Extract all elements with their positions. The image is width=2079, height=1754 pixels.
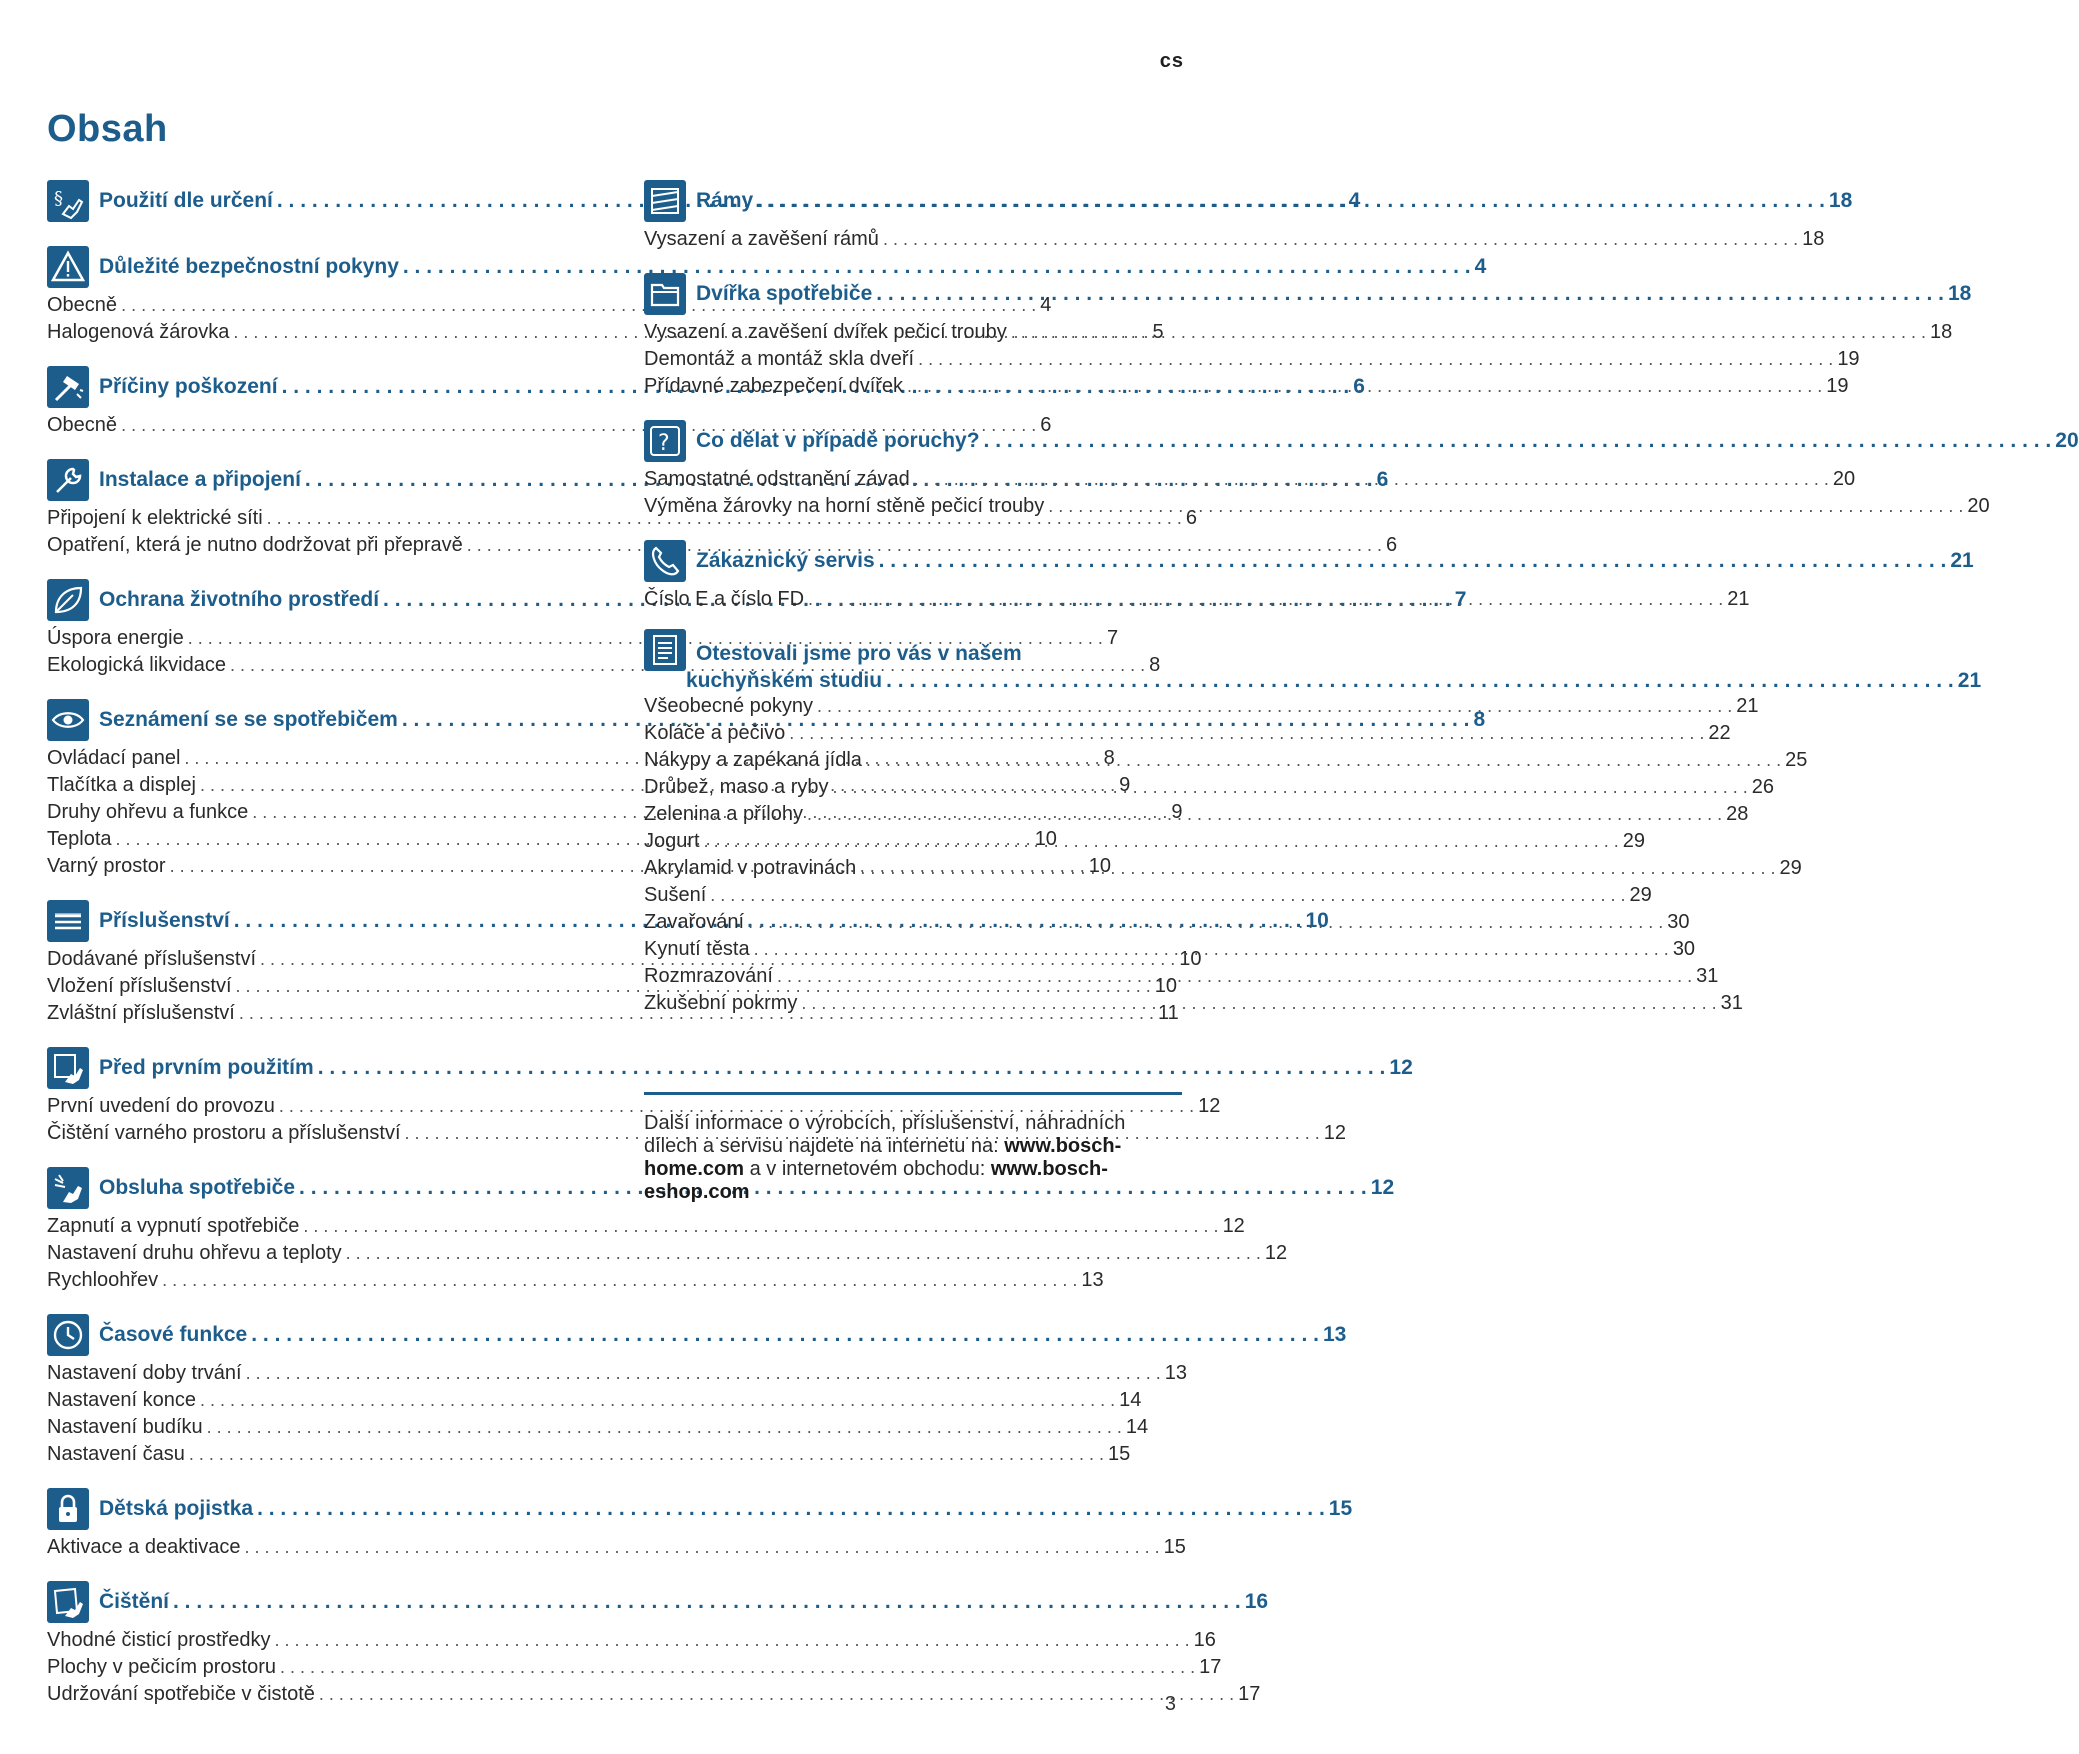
toc-entry-label: Zvláštní příslušenství (47, 1002, 235, 1024)
toc-entry-label: Nákypy a zapékaná jídla (644, 749, 862, 771)
toc-entry[interactable] (47, 1441, 1131, 1468)
toc-section-title-label: Příčiny poškození (99, 375, 278, 398)
toc-section-title-label: Důležité bezpečnostní pokyny (99, 255, 399, 278)
toc-entry[interactable] (644, 493, 1990, 520)
toc-entry-label: Výměna žárovky na horní stěně pečicí trouby (644, 495, 1045, 517)
eye-icon (47, 699, 89, 741)
toc-entry-page: 8 (1103, 747, 1115, 769)
toc-entry-label: Zapnutí a vypnutí spotřebiče (47, 1215, 300, 1237)
dot-leader (162, 1267, 1077, 1294)
toc-section-title-label: Před prvním použitím (99, 1056, 314, 1079)
dot-leader (303, 1213, 1218, 1240)
toc-section-heading[interactable] (644, 629, 1982, 693)
info-link-home[interactable]: www.bosch-home.com (644, 1135, 1122, 1180)
dot-leader (984, 429, 2052, 453)
dot-leader (189, 1441, 1104, 1468)
toc-section-heading[interactable] (47, 1484, 1353, 1534)
toc-entry-label: Úspora energie (47, 627, 184, 649)
toc-entry-label: Nastavení času (47, 1443, 185, 1465)
toc-section-title-page: 20 (2055, 429, 2079, 452)
toc-entry-label: Kynutí těsta (644, 938, 750, 960)
hand-paragraph-icon (47, 180, 89, 222)
info-text-2: a v internetovém obchodu: (744, 1158, 991, 1180)
toc-entry-page: 10 (1154, 975, 1177, 997)
toc-entry-page: 6 (1185, 507, 1197, 529)
dot-leader (777, 963, 1692, 990)
toc-section-title-page: 18 (1947, 282, 1972, 305)
dot-leader (1048, 493, 1963, 520)
toc-entry-page: 29 (1779, 857, 1802, 879)
toc-entry[interactable] (47, 532, 1398, 559)
toc-entry-page: 30 (1672, 938, 1696, 960)
toc-entry-label: Teplota (47, 828, 112, 850)
toc-section-title-label: Zákaznický servis (696, 549, 875, 572)
toc-entry-page: 11 (1158, 1002, 1179, 1024)
dot-leader (274, 1627, 1189, 1654)
toc-entry-page: 21 (1727, 588, 1750, 610)
toc-section-title-page: 16 (1244, 1590, 1269, 1613)
warning-icon (47, 246, 89, 288)
toc-entry-label: Tlačítka a displej (47, 774, 196, 796)
toc-section (644, 176, 1853, 253)
toc-entry-label: Aktivace a deaktivace (47, 1536, 241, 1558)
operating-hand-icon (47, 1167, 89, 1209)
dot-leader (1011, 319, 1926, 346)
toc-section-title[interactable] (696, 189, 1852, 213)
toc-section-title-page: 15 (1328, 1497, 1353, 1520)
toc-section-title-page: 8 (1473, 708, 1486, 731)
toc-entry-page: 12 (1198, 1095, 1221, 1117)
toc-entry[interactable] (47, 1093, 1221, 1120)
toc-entry-label: Ekologická likvidace (47, 654, 226, 676)
toc-entry-page: 15 (1163, 1536, 1186, 1558)
toc-entry[interactable] (47, 412, 1052, 439)
dot-leader (244, 1534, 1159, 1561)
toc-entry-page: 18 (1802, 228, 1825, 250)
toc-section-title[interactable] (99, 1590, 1268, 1614)
toc-entry-page: 21 (1736, 695, 1759, 717)
info-text-1: Další informace o výrobcích, příslušenství, náhradních dílech a servisu najdete na internetu na: (644, 1112, 1126, 1157)
dot-leader (754, 936, 1669, 963)
recipe-book-icon (644, 629, 686, 671)
dot-leader (918, 346, 1833, 373)
toc-entry-label: Obecně (47, 414, 118, 436)
toc-entry-label: Rychloohřev (47, 1269, 159, 1291)
toc-entry-label: Nastavení budíku (47, 1416, 203, 1438)
toc-entry-label: Připojení k elektrické síti (47, 507, 263, 529)
toc-entry-label: Vysazení a zavěšení rámů (644, 228, 879, 250)
dot-leader (886, 669, 1954, 693)
toc-section-title-cont[interactable] (686, 669, 1981, 693)
toc-entry[interactable] (47, 1681, 1261, 1708)
toc-entry-label: Číslo E a číslo FD (644, 588, 805, 610)
toc-section-heading[interactable] (644, 416, 2079, 466)
toc-section-title-page: 4 (1348, 189, 1361, 212)
toc-section-title-cont-label: kuchyňském studiu (686, 669, 883, 692)
toc-entry-page: 17 (1238, 1683, 1261, 1705)
toc-entry[interactable] (644, 319, 1953, 346)
toc-section-title-page: 12 (1370, 1176, 1395, 1199)
toc-section-title[interactable] (696, 549, 1974, 573)
toc-section-title[interactable] (99, 1497, 1352, 1521)
toc-section-title-label: Časové funkce (99, 1323, 248, 1346)
toc-entry-label: Halogenová žárovka (47, 321, 230, 343)
dot-leader (907, 373, 1822, 400)
toc-entry-page: 31 (1720, 992, 1743, 1014)
dot-leader (319, 1681, 1234, 1708)
toc-entry-page: 19 (1837, 348, 1860, 370)
toc-entry-page: 20 (1967, 495, 1990, 517)
toc-entry-page: 15 (1108, 1443, 1131, 1465)
dot-leader (817, 693, 1732, 720)
toc-entry-label: Dodávané příslušenství (47, 948, 257, 970)
toc-section-title-page: 13 (1322, 1323, 1347, 1346)
toc-entry[interactable] (644, 586, 1750, 613)
info-link-eshop[interactable]: www.bosch-eshop.com (644, 1158, 1108, 1203)
dot-leader (833, 774, 1748, 801)
toc-entry-label: Koláče a pečivo (644, 722, 786, 744)
toc-entry[interactable] (644, 828, 1646, 855)
toc-section-title-page: 6 (1353, 375, 1365, 398)
toc-section-title-label: Obsluha spotřebiče (99, 1176, 296, 1199)
toc-entry-page: 4 (1040, 294, 1052, 316)
toc-entry-label: Vhodné čisticí prostředky (47, 1629, 271, 1651)
toc-section-heading[interactable] (47, 242, 1487, 292)
toc-entry-page: 28 (1726, 803, 1749, 825)
toc-entry-page: 10 (1088, 855, 1112, 877)
toc-entry-label: Samostatné odstranění závad (644, 468, 910, 490)
toc-entry-page: 9 (1171, 801, 1183, 823)
toc-section-title-label: Příslušenství (99, 909, 230, 932)
toc-section-title-page: 12 (1389, 1056, 1413, 1079)
toc-entry-label: Vysazení a zavěšení dvířek pečicí trouby (644, 321, 1007, 343)
dot-leader (200, 1387, 1115, 1414)
toc-entry-page: 13 (1081, 1269, 1104, 1291)
toc-entry-page: 26 (1751, 776, 1774, 798)
leaf-icon (47, 579, 89, 621)
toc-entry-label: Udržování spotřebiče v čistotě (47, 1683, 315, 1705)
toc-entry-label: Plochy v pečicím prostoru (47, 1656, 276, 1678)
toc-entry-page: 12 (1264, 1242, 1288, 1264)
toc-section (47, 1310, 1347, 1468)
toc-entry-page: 10 (1179, 948, 1202, 970)
cleaning-hand-icon (47, 1047, 89, 1089)
toc-entry[interactable] (47, 1240, 1288, 1267)
toc-entry-label: Rozmrazování (644, 965, 773, 987)
svg-text:?: ? (658, 431, 670, 456)
toc-section-title[interactable] (696, 429, 2079, 453)
toc-entry-label: Zelenina a přílohy (644, 803, 803, 825)
toc-entry-label: Akrylamid v potravinách (644, 857, 857, 879)
toc-section-title-page: 7 (1454, 588, 1467, 611)
dot-leader (173, 1590, 1241, 1614)
toc-entry[interactable] (644, 855, 1802, 882)
dot-leader (346, 1240, 1261, 1267)
toc-entry-label: Varný prostor (47, 855, 166, 877)
page-title: Obsah (47, 108, 168, 150)
toc-section-title-page: 10 (1305, 909, 1329, 932)
toc-section-title-label: Co dělat v případě poruchy? (696, 429, 980, 452)
toc-entry[interactable] (47, 1654, 1222, 1681)
toc-section-title-label: Čištění (99, 1590, 170, 1613)
toc-entry[interactable] (644, 720, 1731, 747)
dot-leader (801, 990, 1716, 1017)
toc-entry-label: Přídavné zabezpečení dvířek (644, 375, 904, 397)
dot-leader (866, 747, 1781, 774)
page-number: 3 (1164, 1693, 1176, 1715)
toc-section (644, 416, 2079, 520)
toc-entry-label: Nastavení doby trvání (47, 1362, 242, 1384)
toc-entry[interactable] (644, 801, 1749, 828)
toc-entry-page: 29 (1629, 884, 1652, 906)
toc-section-title: Otestovali jsme pro vás v našem (696, 642, 1022, 665)
toc-entry-page: 16 (1193, 1629, 1216, 1651)
toc-entry-label: Vložení příslušenství (47, 975, 232, 997)
toc-entry-page: 7 (1106, 627, 1119, 649)
toc-entry[interactable] (644, 373, 1849, 400)
toc-entry-label: Zkušební pokrmy (644, 992, 798, 1014)
toc-section-title-page: 21 (1950, 549, 1974, 572)
toc-entry-page: 6 (1385, 534, 1398, 556)
toc-section (644, 269, 1972, 400)
toc-section-title-label: Seznámení se se spotřebičem (99, 708, 398, 731)
toc-entry[interactable] (47, 1213, 1245, 1240)
toc-entry[interactable] (47, 1267, 1104, 1294)
toc-section (644, 536, 1974, 613)
toc-entry-page: 8 (1149, 654, 1161, 676)
toc-entry-page: 22 (1708, 722, 1731, 744)
toc-section-title-page: 4 (1474, 255, 1487, 278)
language-code: cs (1159, 50, 1184, 72)
toc-entry[interactable] (47, 625, 1119, 652)
dot-leader (808, 586, 1723, 613)
hammer-icon (47, 366, 89, 408)
question-icon (644, 420, 686, 462)
oven-door-icon (644, 273, 686, 315)
toc-entry-page: 12 (1222, 1215, 1245, 1237)
info-divider (644, 1092, 1182, 1095)
toc-section-heading[interactable] (47, 1310, 1347, 1360)
toc-entry-label: Druhy ohřevu a funkce (47, 801, 249, 823)
dot-leader (246, 1360, 1161, 1387)
toc-entry-page: 29 (1622, 830, 1646, 852)
toc-section-title[interactable] (99, 1056, 1413, 1080)
cloth-hand-icon (47, 1581, 89, 1623)
dot-leader (704, 828, 1619, 855)
dot-leader (757, 189, 1825, 213)
toc-section-title-label: Dvířka spotřebiče (696, 282, 873, 305)
toc-entry-page: 20 (1832, 468, 1856, 490)
toc-entry[interactable] (47, 1360, 1187, 1387)
toc-entry-page: 5 (1152, 321, 1164, 343)
toc-entry-page: 14 (1119, 1389, 1142, 1411)
toc-entry-label: První uvedení do provozu (47, 1095, 275, 1117)
toc-entry[interactable] (644, 990, 1743, 1017)
toc-entry-page: 25 (1785, 749, 1808, 771)
toc-entry[interactable] (47, 1414, 1149, 1441)
toc-entry-label: Obecně (47, 294, 118, 316)
dot-leader (876, 282, 1944, 306)
toc-entry[interactable] (644, 226, 1825, 253)
toc-section-title[interactable] (99, 1323, 1346, 1347)
toc-entry-label: Jogurt (644, 830, 700, 852)
toc-entry-page: 14 (1125, 1416, 1149, 1438)
dot-leader (789, 720, 1704, 747)
dot-leader (914, 466, 1829, 493)
toc-entry[interactable] (644, 346, 1860, 373)
toc-section-title-label: Dětská pojistka (99, 1497, 254, 1520)
rack-icon (644, 180, 686, 222)
info-paragraph (644, 1112, 1182, 1204)
toc-entry-label: Drůbež, maso a ryby (644, 776, 829, 798)
dot-leader (860, 855, 1775, 882)
toc-entry[interactable] (644, 882, 1652, 909)
toc-section-title-cont-page: 21 (1957, 669, 1982, 692)
toc-section-heading[interactable] (644, 269, 1972, 319)
wrench-icon (47, 459, 89, 501)
toc-entry-page: 9 (1119, 774, 1131, 796)
toc-section-heading[interactable] (47, 1577, 1269, 1627)
lock-icon (47, 1488, 89, 1530)
toc-section (47, 1577, 1269, 1708)
toc-section-title-page: 18 (1828, 189, 1853, 212)
toc-section-title[interactable] (696, 282, 1971, 306)
toc-entry-label: Ovládací panel (47, 747, 181, 769)
toc-entry-label: Demontáž a montáž skla dveří (644, 348, 915, 370)
toc-entry-label: Zavařování (644, 911, 745, 933)
dot-leader (257, 1497, 1325, 1521)
toc-entry-page: 12 (1323, 1122, 1346, 1144)
tray-icon (47, 900, 89, 942)
toc-section-heading[interactable] (644, 536, 1974, 586)
toc-section-heading[interactable] (47, 1043, 1413, 1093)
toc-entry[interactable] (644, 693, 1759, 720)
toc-section-title-label: Ochrana životního prostředí (99, 588, 380, 611)
dot-leader (251, 1323, 1319, 1347)
svg-text:§: § (54, 188, 63, 209)
toc-section-title-label: Rámy (696, 189, 754, 212)
dot-leader (710, 882, 1625, 909)
toc-section (47, 1484, 1353, 1561)
toc-entry-label: Čištění varného prostoru a příslušenství (47, 1122, 401, 1144)
dot-leader (807, 801, 1722, 828)
toc-entry-label: Sušení (644, 884, 707, 906)
toc-entry[interactable] (644, 774, 1774, 801)
toc-entry[interactable] (47, 1387, 1142, 1414)
toc-entry-page: 18 (1929, 321, 1953, 343)
clock-icon (47, 1314, 89, 1356)
toc-entry-label: Opatření, která je nutno dodržovat při přepravě (47, 534, 463, 556)
toc-entry-label: Všeobecné pokyny (644, 695, 814, 717)
toc-entry[interactable] (644, 747, 1808, 774)
toc-entry-page: 31 (1696, 965, 1719, 987)
toc-entry-page: 6 (1040, 414, 1052, 436)
toc-entry-page: 19 (1826, 375, 1849, 397)
toc-section-title-label: Instalace a připojení (99, 468, 301, 491)
toc-entry[interactable] (47, 1534, 1186, 1561)
phone-icon (644, 540, 686, 582)
toc-section-title-page: 6 (1376, 468, 1389, 491)
toc-entry-label: Nastavení druhu ohřevu a teploty (47, 1242, 342, 1264)
toc-entry-page: 30 (1667, 911, 1690, 933)
toc-section-heading[interactable] (644, 176, 1853, 226)
toc-entry[interactable] (47, 1627, 1216, 1654)
toc-entry-page: 10 (1034, 828, 1057, 850)
dot-leader (280, 1654, 1195, 1681)
toc-section-title-label: Použití dle určení (99, 189, 273, 212)
dot-leader (207, 1414, 1122, 1441)
toc-entry[interactable] (644, 466, 1856, 493)
toc-entry-page: 17 (1199, 1656, 1222, 1678)
dot-leader (879, 549, 1947, 573)
toc-entry-page: 13 (1164, 1362, 1187, 1384)
toc-entry[interactable] (644, 963, 1719, 990)
toc-entry-label: Nastavení konce (47, 1389, 196, 1411)
dot-leader (318, 1056, 1386, 1080)
dot-leader (748, 909, 1663, 936)
dot-leader (883, 226, 1798, 253)
